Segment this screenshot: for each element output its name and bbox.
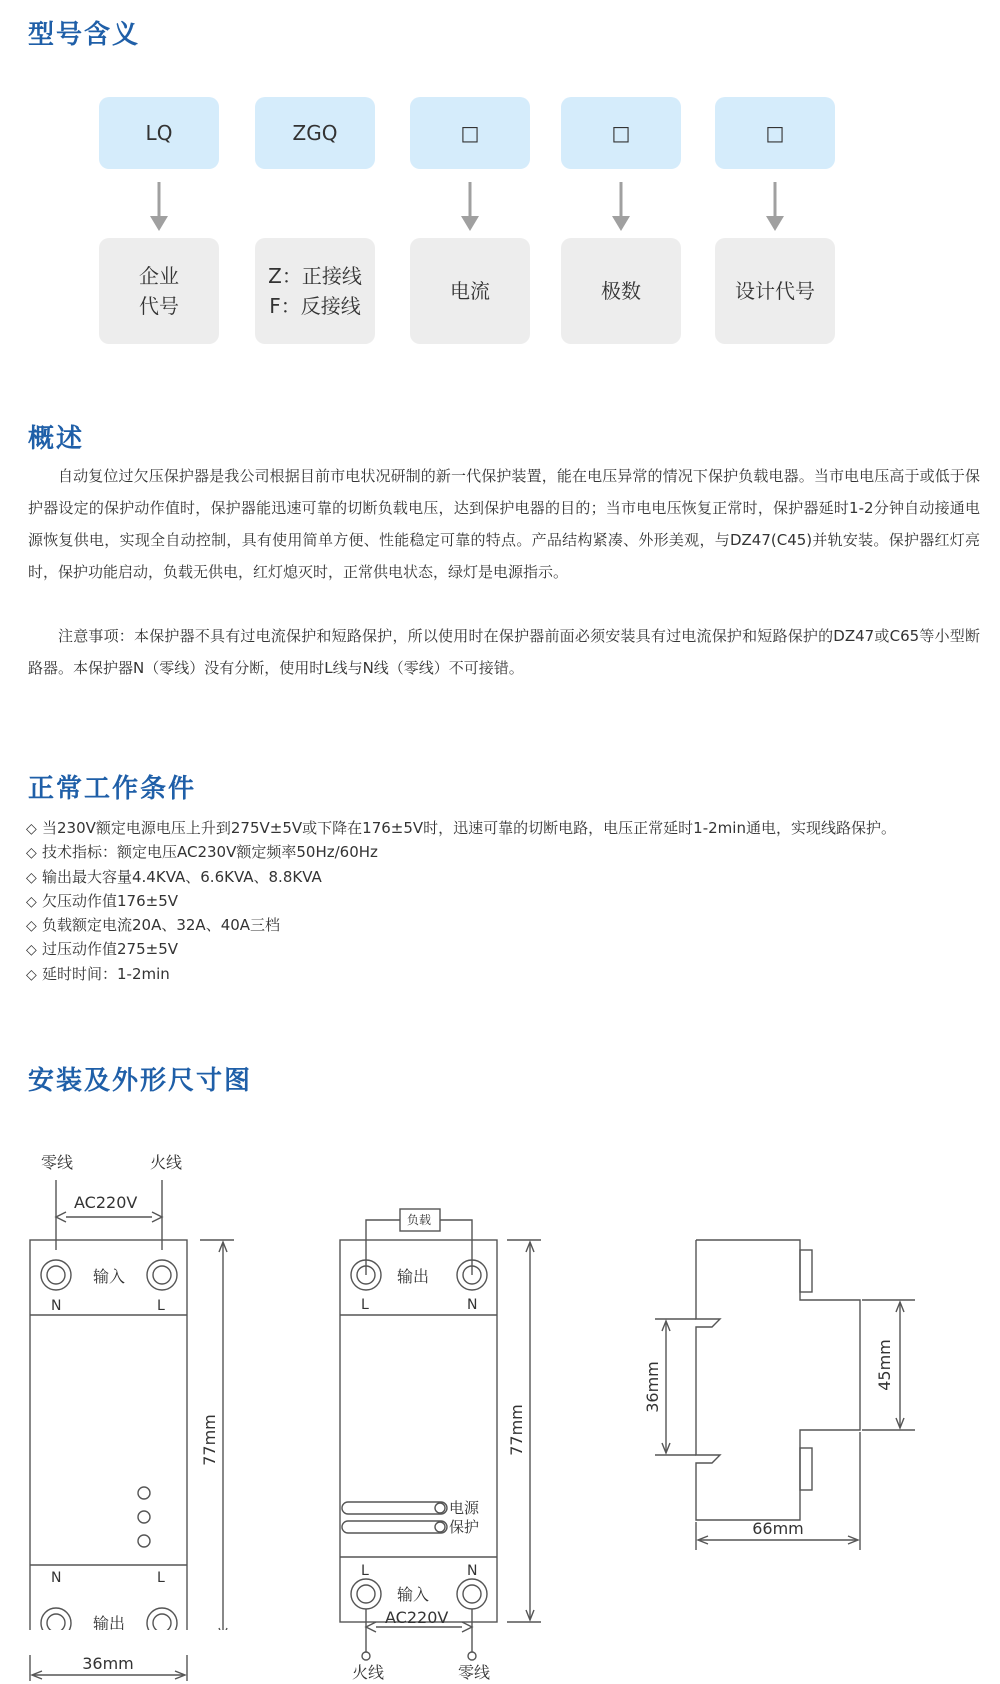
- terminal-l-label: L: [361, 1563, 369, 1579]
- output-label: 输出: [397, 1267, 430, 1286]
- width-66-dimension: 66mm: [752, 1519, 804, 1538]
- live-label: 火线: [150, 1153, 183, 1172]
- meaning-line: Z：正接线: [268, 264, 362, 288]
- section-title-overview: 概述: [28, 424, 85, 454]
- height-45-dimension: 45mm: [875, 1339, 894, 1391]
- front-wiring-diagram-1: [0, 1140, 300, 1630]
- terminal-n-label: N: [467, 1297, 478, 1313]
- notice-paragraph: 注意事项：本保护器不具有过电流保护和短路保护，所以使用时在保护器前面必须安装具有过电流保护和短路保护的DZ47或C65等小型断路器。本保护器N（零线）没有分断，使用时L线与N线（零线）不可接错。: [28, 627, 980, 677]
- terminal-n-label: N: [467, 1563, 478, 1579]
- model-meaning-box: [410, 238, 530, 344]
- meaning-line: 电流: [450, 279, 490, 303]
- overview-paragraph: 自动复位过欠压保护器是我公司根据目前市电状况研制的新一代保护装置，能在电压异常的情况下保护负载电器。当市电电压高于或低于保护器设定的保护动作值时，保护器能迅速可靠的切断负载电压，达到保护电器的目的；当市电电压恢复正常时，保护器延时1-2分钟自动接通电源恢复供电，实现全自动控制，具有使用简单方便、性能稳定可靠的特点。产品结构紧凑、外形美观，与DZ47(C45)并轨安装。保护器红灯亮时，保护功能启动，负载无供电，红灯熄灭时，正常供电状态，绿灯是电源指示。: [28, 467, 980, 581]
- model-meaning-box: [561, 238, 681, 344]
- diamond-bullet-icon: ◇: [26, 869, 37, 886]
- height-dimension: 77mm: [200, 1414, 219, 1466]
- diamond-bullet-icon: ◇: [26, 942, 37, 959]
- list-item: ◇ 技术指标：额定电压AC230V额定频率50Hz/60Hz: [26, 841, 896, 865]
- front-wiring-diagram-2: [310, 1190, 560, 1684]
- list-item: ◇ 当230V额定电源电压上升到275V±5V或下降在176±5V时，迅速可靠的切断电路，电压正常延时1-2min通电，实现线路保护。: [26, 817, 896, 841]
- model-meaning-box: [715, 238, 835, 344]
- terminal-n-label: N: [51, 1570, 62, 1586]
- voltage-label: AC220V: [74, 1193, 138, 1212]
- diamond-bullet-icon: ◇: [26, 966, 37, 983]
- voltage-label: AC220V: [385, 1608, 449, 1627]
- width-label: 36mm: [82, 1655, 134, 1673]
- diamond-bullet-icon: ◇: [26, 845, 37, 862]
- load-label: 负载: [407, 1213, 432, 1227]
- section-title-conditions: 正常工作条件: [28, 774, 197, 804]
- width-dimension-1: [0, 1655, 200, 1684]
- meaning-line: 极数: [601, 279, 641, 303]
- neutral-label: 零线: [41, 1153, 74, 1172]
- model-code-label: LQ: [145, 121, 173, 145]
- list-item: ◇ 欠压动作值176±5V: [26, 890, 896, 914]
- terminal-l-label: L: [361, 1297, 369, 1313]
- meaning-line: 代号: [139, 294, 179, 318]
- input-label: 输入: [397, 1585, 430, 1604]
- arrow-down-icon: [460, 182, 480, 232]
- diamond-bullet-icon: ◇: [26, 893, 37, 910]
- model-code-label: □: [460, 121, 480, 145]
- side-profile-diagram: [610, 1220, 990, 1560]
- live-label: 火线: [352, 1663, 385, 1682]
- list-item: ◇ 负载额定电流20A、32A、40A三档: [26, 914, 896, 938]
- model-code-box: [99, 97, 219, 169]
- model-code-box: [715, 97, 835, 169]
- diamond-bullet-icon: ◇: [26, 918, 37, 935]
- model-code-box: [255, 97, 375, 169]
- diamond-bullet-icon: ◇: [26, 821, 37, 837]
- model-code-label: ZGQ: [292, 121, 338, 145]
- arrow-down-icon: [149, 182, 169, 232]
- neutral-label: 零线: [458, 1663, 491, 1682]
- protect-indicator-label: 保护: [449, 1518, 480, 1536]
- arrow-down-icon: [611, 182, 631, 232]
- input-label: 输入: [93, 1267, 126, 1286]
- height-36-dimension: 36mm: [643, 1361, 662, 1413]
- model-meaning-box: [99, 238, 219, 344]
- arrow-down-icon: [765, 182, 785, 232]
- model-code-box: [410, 97, 530, 169]
- list-item: ◇ 过压动作值275±5V: [26, 938, 896, 962]
- list-item: ◇ 输出最大容量4.4KVA、6.6KVA、8.8KVA: [26, 866, 896, 890]
- list-item: ◇ 延时时间：1-2min: [26, 963, 896, 987]
- height-dimension: 77mm: [507, 1404, 526, 1456]
- terminal-n-label: N: [51, 1298, 62, 1314]
- meaning-line: 设计代号: [735, 279, 815, 303]
- model-code-label: □: [611, 121, 631, 145]
- model-code-label: □: [765, 121, 785, 145]
- section-title-model-meaning: 型号含义: [28, 20, 141, 50]
- model-meaning-box: [255, 238, 375, 344]
- meaning-line: F：反接线: [269, 294, 361, 318]
- terminal-l-label: L: [157, 1298, 165, 1314]
- model-code-box: [561, 97, 681, 169]
- output-label: 输出: [93, 1614, 126, 1630]
- meaning-line: 企业: [139, 264, 179, 288]
- power-indicator-label: 电源: [449, 1499, 480, 1517]
- terminal-l-label: L: [157, 1570, 165, 1586]
- section-title-dimensions: 安装及外形尺寸图: [28, 1066, 253, 1096]
- conditions-list: [26, 817, 896, 987]
